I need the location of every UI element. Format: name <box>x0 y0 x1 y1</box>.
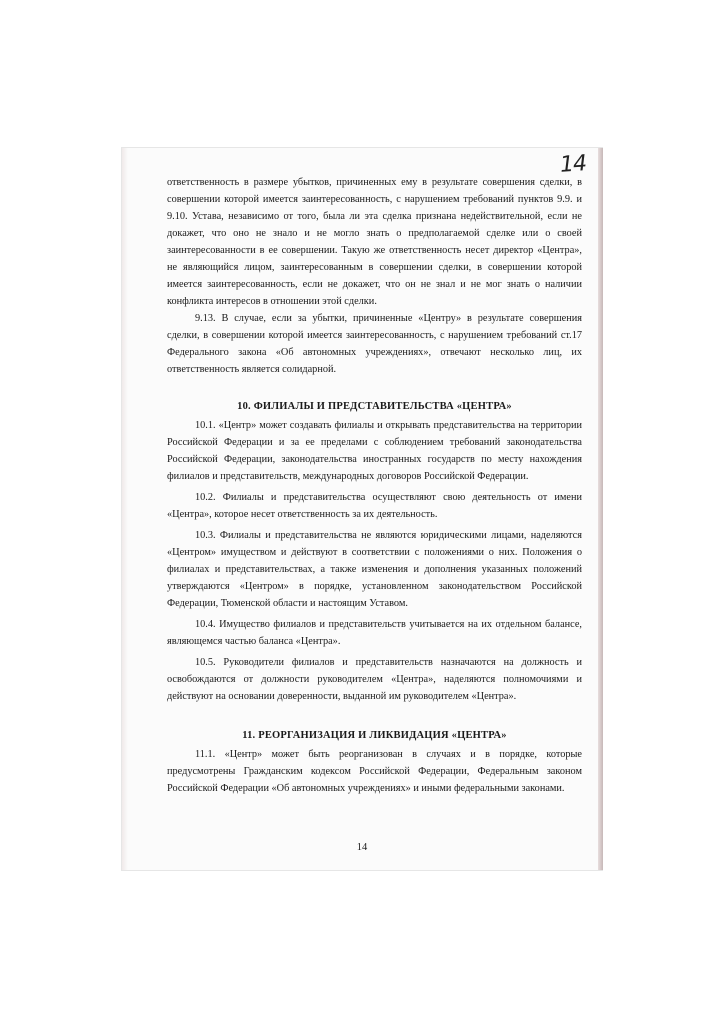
paragraph-10-4: 10.4. Имущество филиалов и представительств учитывается на их отдельном балансе, являющемся частью баланса «Центра». <box>167 619 582 647</box>
document-body <box>167 174 582 797</box>
paragraph-10-3: 10.3. Филиалы и представительства не являются юридическими лицами, наделяются «Центром» имуществом и действуют в соответствии с положениями о них. Положения о филиалах и представительствах, а также изменения и дополнения указанных положений утверждаются «Центром» в порядке, установленном законодательством Российской Федерации, Тюменской области и настоящим Уставом. <box>167 530 582 609</box>
paragraph-11-1: 11.1. «Центр» может быть реорганизован в случаях и в порядке, которые предусмотрены Гражданским кодексом Российской Федерации, Федеральным законом Российской Федерации «Об автономных учреждениях» и иными федеральными законами. <box>167 749 582 794</box>
page-left-edge <box>122 148 128 870</box>
section-10-heading: 10. ФИЛИАЛЫ И ПРЕДСТАВИТЕЛЬСТВА «ЦЕНТРА» <box>237 401 512 412</box>
section-11-heading: 11. РЕОРГАНИЗАЦИЯ И ЛИКВИДАЦИЯ «ЦЕНТРА» <box>242 730 507 741</box>
paragraph-10-1: 10.1. «Центр» может создавать филиалы и открывать представительства на территории Российской Федерации и за ее пределами с соблюдением требований законодательства Российской Федерации, законодательства иностранных государств по месту нахождения филиалов и представительств, международных договоров Российской Федерации. <box>167 420 582 482</box>
handwritten-page-number: 14 <box>559 151 587 178</box>
paragraph-10-2: 10.2. Филиалы и представительства осуществляют свою деятельность от имени «Центра», которое несет ответственность за их деятельность. <box>167 492 582 520</box>
page-right-edge <box>598 148 603 870</box>
paragraph-continuation: ответственность в размере убытков, причиненных ему в результате совершения сделки, в совершении которой имеется заинтересованность, с нарушением требований пунктов 9.9. и 9.10. Устава, независимо от того, была ли эта сделка признана недействительной, если не докажет, что оно не знало и не могло знать о предполагаемой сделке или о своей заинтересованности в ее совершении. Такую же ответственность несет директор «Центра», не являющийся лицом, заинтересованным в совершении сделки, в совершении которой имеется заинтересованность, если не докажет, что он не знал и не мог знать о наличии конфликта интересов в отношении этой сделки. <box>167 177 582 307</box>
paragraph-9-13: 9.13. В случае, если за убытки, причиненные «Центру» в результате совершения сделки, в совершении которой имеется заинтересованность, с нарушением требований ст.17 Федерального закона «Об автономных учреждениях», отвечают несколько лиц, их ответственность является солидарной. <box>167 313 582 375</box>
page-number: 14 <box>356 842 368 853</box>
paragraph-10-5: 10.5. Руководители филиалов и представительств назначаются на должность и освобождаются от должности руководителем «Центра», наделяются полномочиями и действуют на основании доверенности, выданной им руководителем «Центра». <box>167 657 582 702</box>
